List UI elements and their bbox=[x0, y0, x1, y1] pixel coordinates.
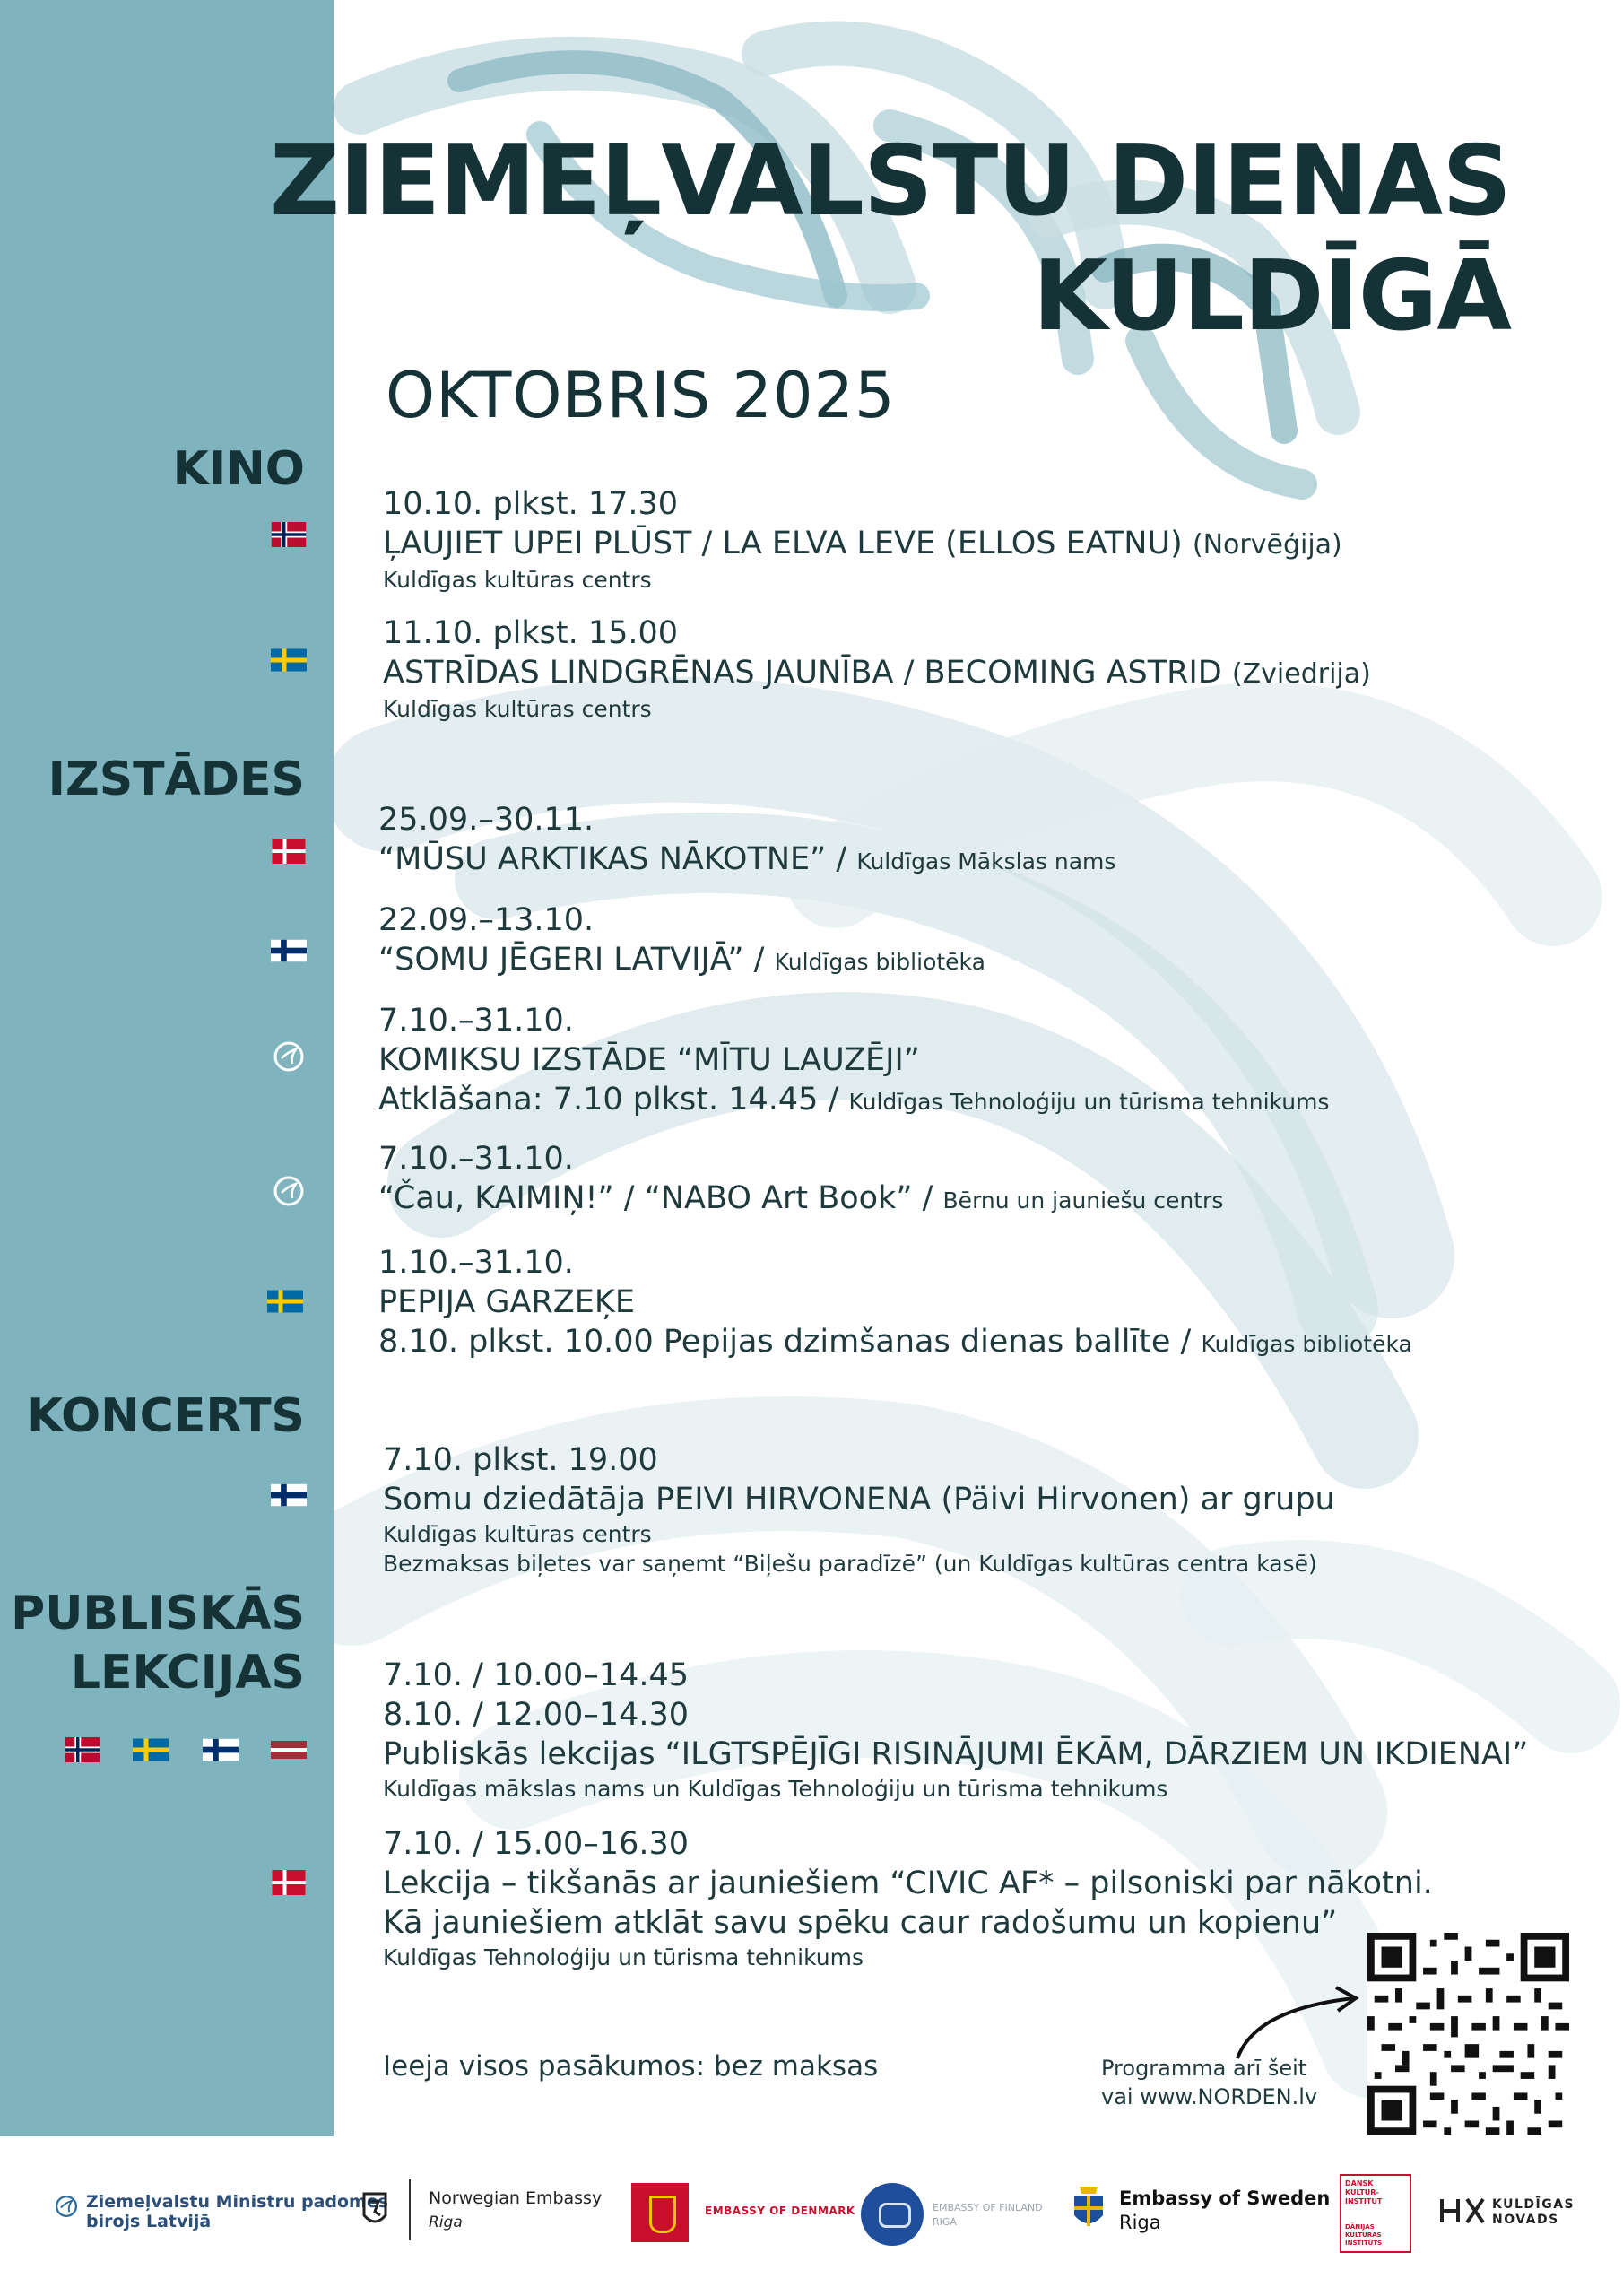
event-title: Lekcija – tikšanās ar jauniešiem “CIVIC AF* – pilsoniski par nākotni. bbox=[383, 1866, 1433, 1901]
sweden-flag-icon bbox=[271, 648, 307, 673]
event-exhibition-2 bbox=[378, 900, 985, 979]
logo-denmark-embassy: EMBASSY OF DENMARK bbox=[705, 2205, 855, 2217]
title-line-1: ZIEMEĻVALSTU DIENAS bbox=[269, 126, 1511, 238]
denmark-crest-icon bbox=[631, 2183, 689, 2242]
norway-flag-icon bbox=[65, 1737, 100, 1762]
qr-code[interactable] bbox=[1367, 1933, 1569, 2135]
event-date: 7.10. / 15.00–16.30 bbox=[383, 1826, 689, 1862]
logo-danish-cultural-institute bbox=[1340, 2174, 1411, 2253]
event-title: ASTRĪDAS LINDGRĒNAS JAUNĪBA / BECOMING ASTRID bbox=[383, 655, 1222, 691]
qr-caption-line-1: Programma arī šeit bbox=[1101, 2056, 1307, 2081]
logo-text: Riga bbox=[1119, 2212, 1161, 2233]
event-kino-2 bbox=[383, 613, 1371, 724]
norway-flag-icon bbox=[271, 522, 307, 547]
event-title: Somu dziedātāja PEIVI HIRVONENA (Päivi Hirvonen) ar grupu bbox=[383, 1482, 1335, 1518]
sweden-flag-icon bbox=[267, 1289, 303, 1314]
logo-finland-embassy bbox=[933, 2201, 1043, 2230]
sponsor-footer bbox=[0, 2136, 1623, 2296]
logo-text: Norwegian Embassy bbox=[429, 2188, 603, 2208]
section-heading-lekcijas-1: PUBLISKĀS bbox=[11, 1587, 305, 1640]
finland-flag-icon bbox=[203, 1737, 239, 1762]
logo-text: DĀNIJAS KULTŪRAS INSTITŪTS bbox=[1345, 2223, 1383, 2247]
logo-kuldiga-novads bbox=[1492, 2197, 1575, 2228]
event-date: 25.09.–30.11. bbox=[378, 802, 595, 838]
finland-flag-icon bbox=[271, 938, 307, 963]
event-date: 7.10. plkst. 19.00 bbox=[383, 1442, 658, 1478]
finland-flag-icon bbox=[271, 1483, 307, 1508]
event-date: 1.10.–31.10. bbox=[378, 1245, 574, 1281]
event-venue: Kuldīgas bibliotēka bbox=[1201, 1331, 1412, 1357]
logo-text: RIGA bbox=[933, 2216, 957, 2228]
section-heading-kino: KINO bbox=[172, 442, 305, 496]
latvia-flag-icon bbox=[271, 1737, 307, 1762]
event-kino-1 bbox=[383, 484, 1342, 595]
event-date: 7.10. / 10.00–14.45 bbox=[383, 1657, 689, 1693]
event-title: Publiskās lekcijas “ILGTSPĒJĪGI RISINĀJUMI ĒKĀM, DĀRZIEM UN IKDIENAI” bbox=[383, 1736, 1529, 1772]
logo-text: Ziemeļvalstu Ministru padomes bbox=[86, 2192, 389, 2212]
event-venue: Kuldīgas kultūras centrs bbox=[383, 1521, 652, 1547]
logo-text: DANSK KULTUR-INSTITUT bbox=[1345, 2179, 1383, 2205]
logo-text: Riga bbox=[429, 2213, 463, 2231]
event-venue: Kuldīgas mākslas nams un Kuldīgas Tehnoloģiju un tūrisma tehnikums bbox=[383, 1776, 1168, 1802]
event-venue: Kuldīgas Mākslas nams bbox=[856, 848, 1116, 874]
event-note: Bezmaksas biļetes var saņemt “Biļešu paradīzē” (un Kuldīgas kultūras centra kasē) bbox=[383, 1551, 1317, 1577]
event-extra: 8.10. plkst. 10.00 Pepijas dzimšanas dienas ballīte / bbox=[378, 1324, 1192, 1360]
event-venue: Kuldīgas bibliotēka bbox=[774, 949, 985, 975]
arrow-icon bbox=[1228, 1982, 1363, 2063]
section-heading-lekcijas-2: LEKCIJAS bbox=[70, 1646, 305, 1700]
subtitle-date: OKTOBRIS 2025 bbox=[386, 359, 896, 432]
event-date: 11.10. plkst. 15.00 bbox=[383, 615, 679, 651]
nordic-swan-icon bbox=[54, 2194, 79, 2219]
denmark-flag-icon bbox=[271, 839, 307, 864]
event-title: KOMIKSU IZSTĀDE “MĪTU LAUZĒJI” bbox=[378, 1042, 920, 1078]
nordic-swan-icon bbox=[273, 1040, 305, 1073]
event-title: “MŪSU ARKTIKAS NĀKOTNE” / bbox=[378, 841, 847, 877]
event-lecture-1 bbox=[383, 1656, 1528, 1804]
logo-text: birojs Latvijā bbox=[86, 2212, 212, 2231]
event-title-line-2: Kā jauniešiem atklāt savu spēku caur radošumu un kopienu” bbox=[383, 1905, 1338, 1941]
event-exhibition-3 bbox=[378, 1001, 1329, 1119]
event-country: (Norvēģija) bbox=[1192, 529, 1342, 561]
event-lecture-2 bbox=[383, 1824, 1433, 1972]
event-venue: Bērnu un jauniešu centrs bbox=[942, 1187, 1224, 1213]
denmark-flag-icon bbox=[271, 1870, 307, 1895]
event-extra: Atklāšana: 7.10 plkst. 14.45 / bbox=[378, 1082, 839, 1118]
free-entry-note: Ieeja visos pasākumos: bez maksas bbox=[383, 2050, 879, 2083]
divider bbox=[409, 2179, 411, 2240]
event-date: 22.09.–13.10. bbox=[378, 902, 595, 938]
event-venue: Kuldīgas Tehnoloģiju un tūrisma tehnikums bbox=[848, 1089, 1330, 1115]
kuldiga-logo-icon bbox=[1438, 2196, 1487, 2226]
logo-text: Embassy of Sweden bbox=[1119, 2187, 1331, 2209]
event-title: “SOMU JĒGERI LATVIJĀ” / bbox=[378, 942, 765, 978]
event-date: 7.10.–31.10. bbox=[378, 1003, 574, 1039]
sweden-flag-icon bbox=[133, 1737, 169, 1762]
event-concert bbox=[383, 1440, 1335, 1578]
event-exhibition-5 bbox=[378, 1243, 1412, 1361]
event-date: 10.10. plkst. 17.30 bbox=[383, 486, 679, 522]
qr-caption-line-2[interactable]: vai www.NORDEN.lv bbox=[1101, 2084, 1318, 2109]
event-exhibition-4 bbox=[378, 1139, 1223, 1218]
logo-norway-embassy bbox=[429, 2187, 602, 2235]
event-venue: Kuldīgas kultūras centrs bbox=[383, 696, 652, 722]
event-title: ĻAUJIET UPEI PLŪST / LA ELVA LEVE (ELLOS EATNU) bbox=[383, 526, 1183, 561]
logo-nordic-council bbox=[86, 2192, 388, 2231]
event-date: 7.10.–31.10. bbox=[378, 1141, 574, 1177]
section-heading-izstades: IZSTĀDES bbox=[48, 752, 305, 806]
logo-text: EMBASSY OF FINLAND bbox=[933, 2202, 1043, 2213]
nordic-swan-icon bbox=[273, 1175, 305, 1207]
event-venue: Kuldīgas Tehnoloģiju un tūrisma tehnikums bbox=[383, 1944, 864, 1970]
logo-text: NOVADS bbox=[1492, 2213, 1559, 2227]
sweden-coat-of-arms-icon bbox=[1071, 2183, 1107, 2233]
event-title: “Čau, KAIMIŅ!” / “NABO Art Book” / bbox=[378, 1180, 933, 1216]
event-country: (Zviedrija) bbox=[1231, 658, 1371, 690]
event-title: PEPIJA GARZEĶE bbox=[378, 1284, 635, 1320]
finland-lion-icon bbox=[861, 2183, 924, 2246]
section-heading-koncerts: KONCERTS bbox=[27, 1389, 305, 1443]
title-line-2: KULDĪGĀ bbox=[1032, 240, 1511, 352]
event-venue: Kuldīgas kultūras centrs bbox=[383, 567, 652, 593]
event-exhibition-1 bbox=[378, 800, 1115, 879]
logo-sweden-embassy bbox=[1119, 2187, 1330, 2235]
norway-lion-icon bbox=[359, 2188, 391, 2230]
logo-text: KULDĪGAS bbox=[1492, 2197, 1575, 2212]
event-date: 8.10. / 12.00–14.30 bbox=[383, 1697, 689, 1733]
